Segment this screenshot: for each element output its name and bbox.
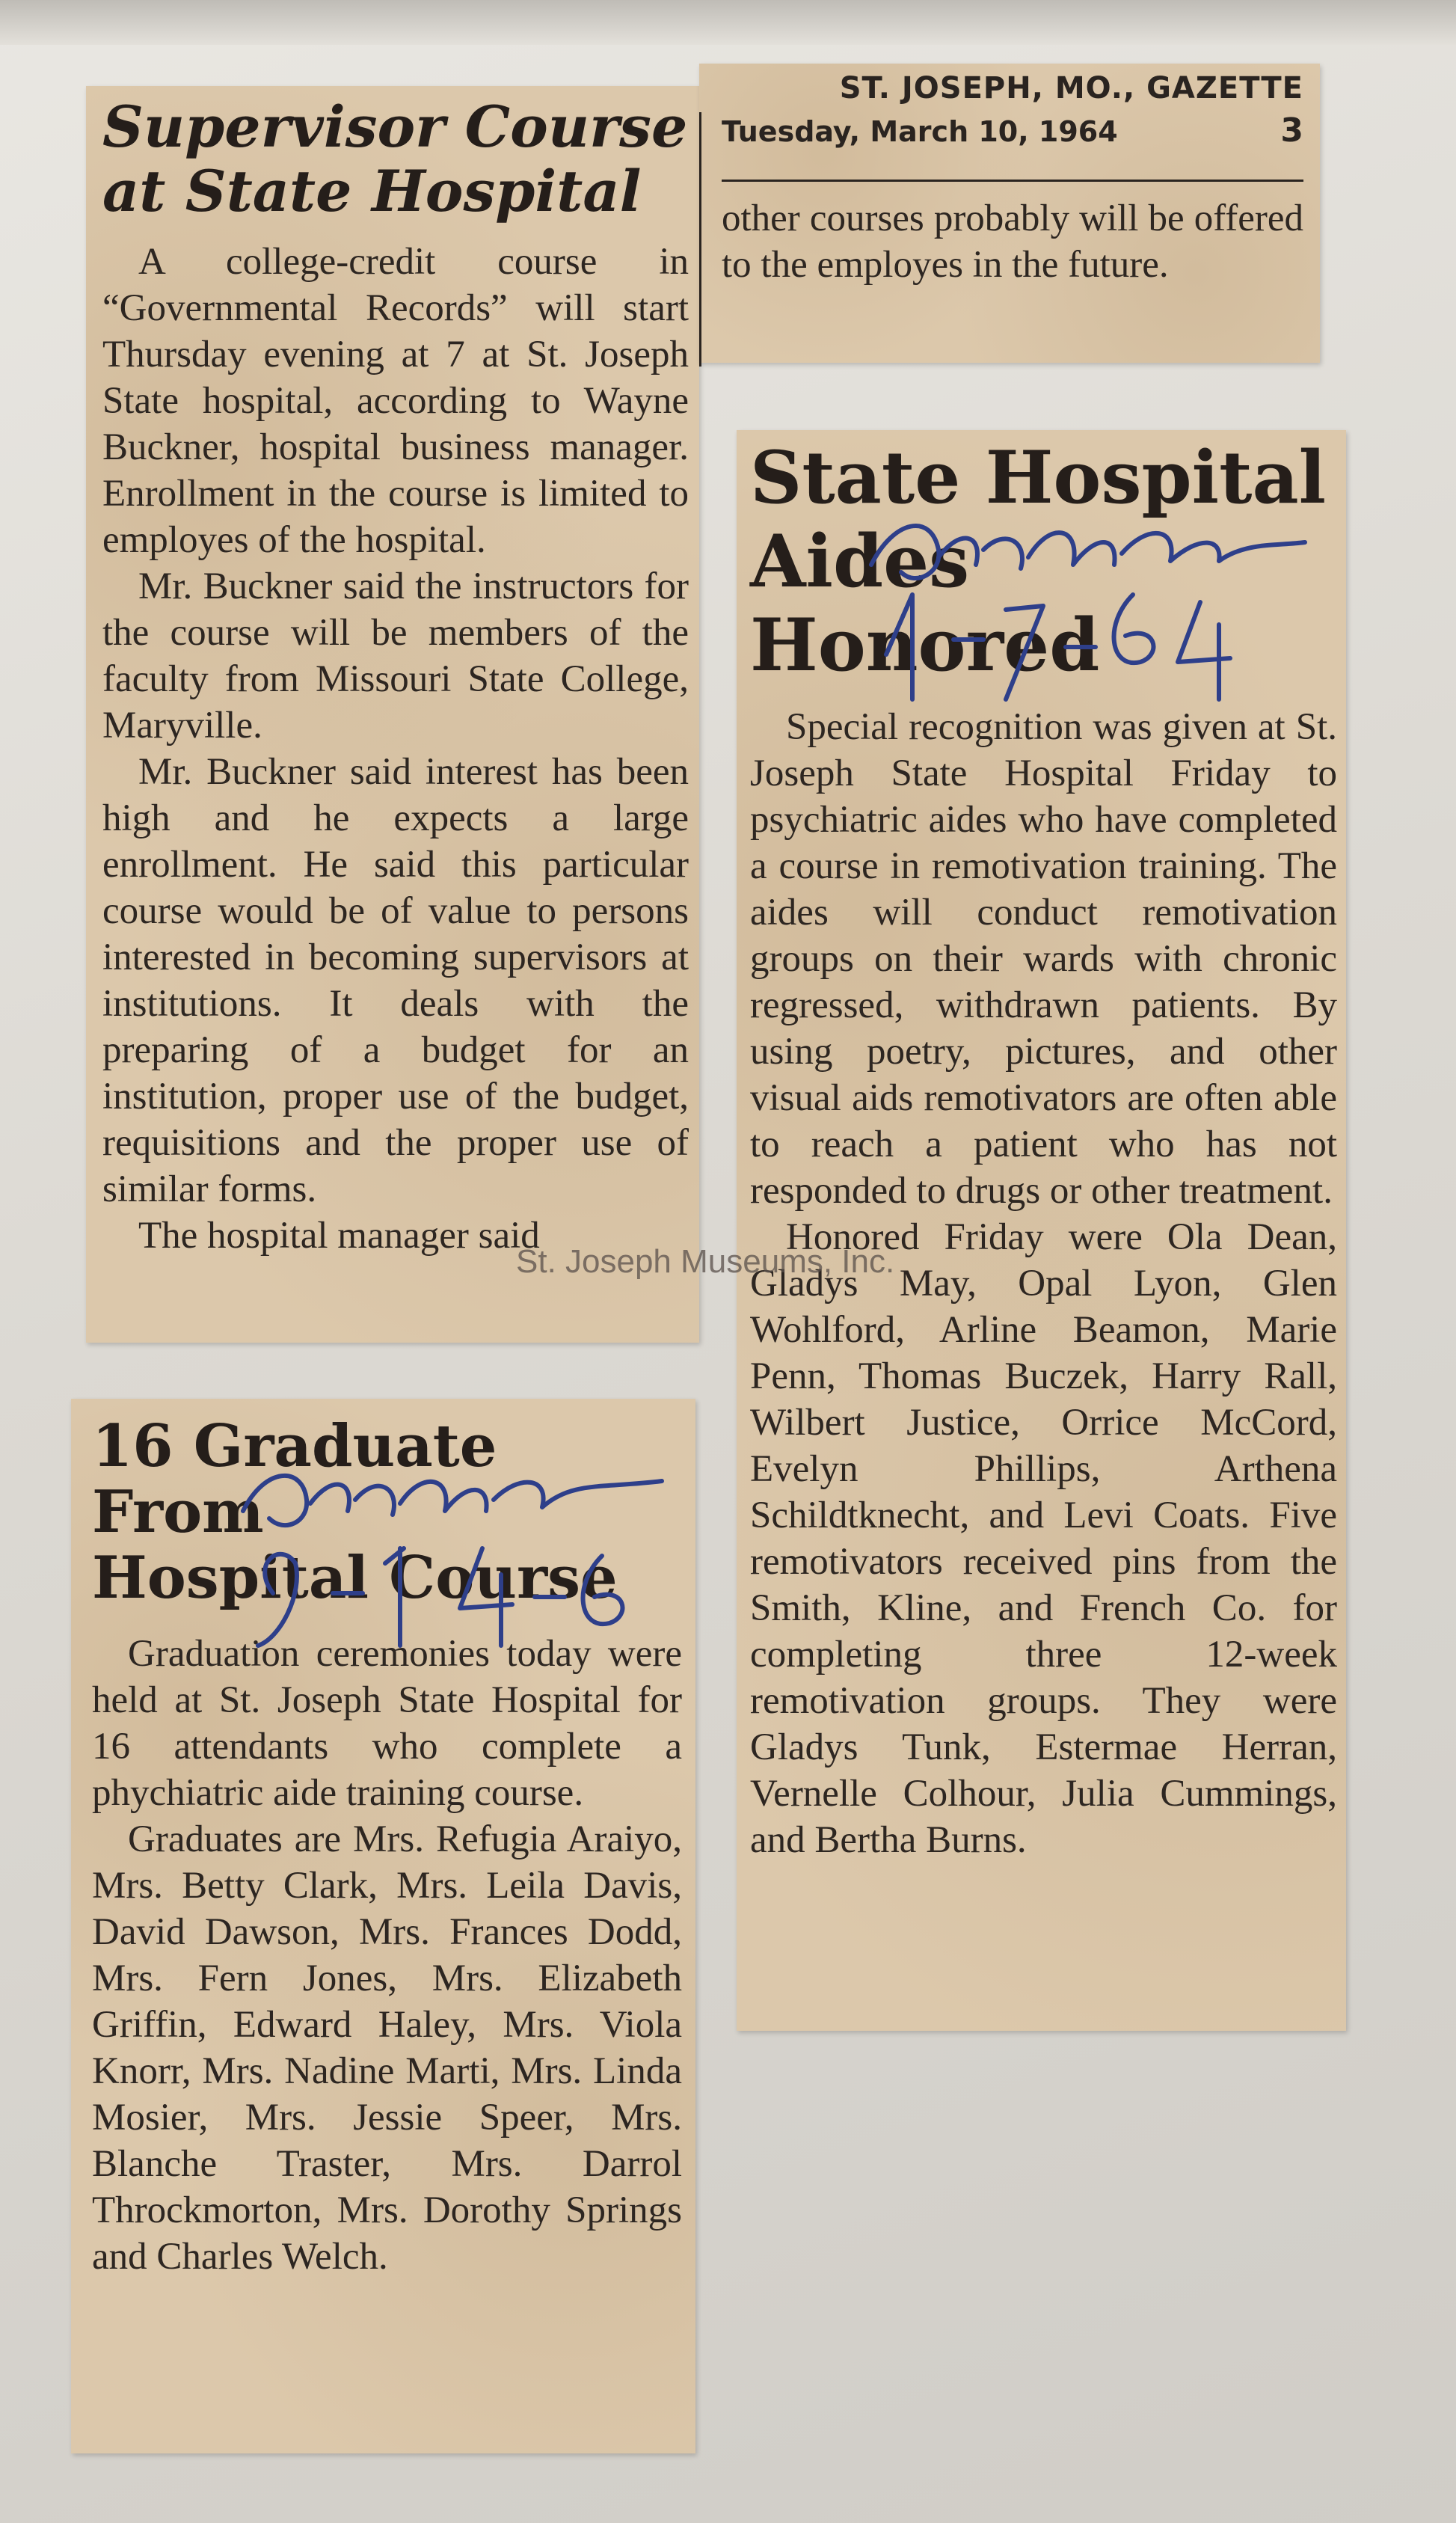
masthead-paper-name: ST. JOSEPH, MO., GAZETTE <box>839 71 1303 105</box>
headline-supervisor-course <box>102 95 689 224</box>
clipping-masthead <box>699 64 1320 363</box>
headline-line-2: Aides Honored <box>750 519 1100 687</box>
article-body <box>92 1631 682 2280</box>
headline-line-1: State Hospital <box>750 435 1327 520</box>
headline-aides-honored <box>750 436 1337 687</box>
paragraph: Graduation ceremonies today were held at St. Joseph State Hospital for 16 attendants who complete a phychiatric aide training course. <box>92 1633 682 1814</box>
museum-watermark: St. Joseph Museums, Inc. <box>516 1243 895 1280</box>
paragraph: Honored Friday were Ola Dean, Gladys May, Opal Lyon, Glen Wohlford, Arline Beamon, Marie Penn, Thomas Buczek, Harry Rall, Wilbert Justice, Orrice McCord, Evelyn Phillips, Arthena Schildtknecht, and Levi Coats. Five remotivators received pins from the Smith, Kline, and French Co. for completing three 12-week remotivation groups. They were Gladys Tunk, Estermae Herran, Vernelle Colhour, Julia Cummings, and Bertha Burns. <box>750 1216 1337 1861</box>
headline-line-1: Supervisor Course <box>102 93 688 160</box>
masthead-date: Tuesday, March 10, 1964 <box>722 115 1118 148</box>
continuation-text <box>722 195 1303 288</box>
clipping-supervisor-course <box>86 86 699 1343</box>
paragraph: Mr. Buckner said interest has been high and he expects a large enrollment. He said this particular course would be of value to persons interested in becoming supervisors at institutions. It deals with the preparing of a budget for an institution, proper use of the budget, requisitions and the proper use of similar forms. <box>102 751 689 1210</box>
paragraph: Graduates are Mrs. Refugia Araiyo, Mrs. Betty Clark, Mrs. Leila Davis, David Dawson, Mrs. Frances Dodd, Mrs. Fern Jones, Mrs. Elizabeth Griffin, Edward Haley, Mrs. Viola Knorr, Mrs. Nadine Marti, Mrs. Linda Mosier, Mrs. Jessie Speer, Mrs. Blanche Traster, Mrs. Darrol Throckmorton, Mrs. Dorothy Springs and Charles Welch. <box>92 1818 682 2278</box>
paragraph: Mr. Buckner said the instructors for the course will be members of the faculty from Missouri State College, Maryville. <box>102 565 689 747</box>
scrapbook-page-edge <box>0 0 1456 45</box>
masthead-rule <box>722 180 1303 182</box>
clipping-aides-honored <box>737 430 1346 2031</box>
headline-line-2: at State Hospital <box>102 158 642 224</box>
paragraph: Special recognition was given at St. Joseph State Hospital Friday to psychiatric aides who have completed a course in remotivation training. The aides will conduct remotivation groups on their wards with chronic regressed, withdrawn patients. By using poetry, pictures, and other visual aids remotivators are often able to reach a patient who has not responded to drugs or other treatment. <box>750 706 1337 1212</box>
headline-16-graduate <box>92 1414 682 1611</box>
column-divider <box>699 112 701 367</box>
paragraph: The hospital manager said <box>138 1215 540 1257</box>
masthead-page-number: 3 <box>1280 111 1303 150</box>
masthead-dateline <box>722 111 1303 150</box>
headline-line-2: Hospital Course <box>92 1544 618 1612</box>
clipping-16-graduate <box>71 1399 695 2453</box>
paragraph: other courses probably will be offered to the employes in the future. <box>722 197 1303 286</box>
paragraph: A college-credit course in “Governmental Records” will start Thursday evening at 7 at St. Joseph State hospital, according to Wayne Buckner, hospital business manager. Enrollment in the course is limited to employes of the hospital. <box>102 241 689 561</box>
article-body <box>750 704 1337 1863</box>
article-body <box>102 239 689 1259</box>
headline-line-1: 16 Graduate From <box>92 1412 497 1546</box>
